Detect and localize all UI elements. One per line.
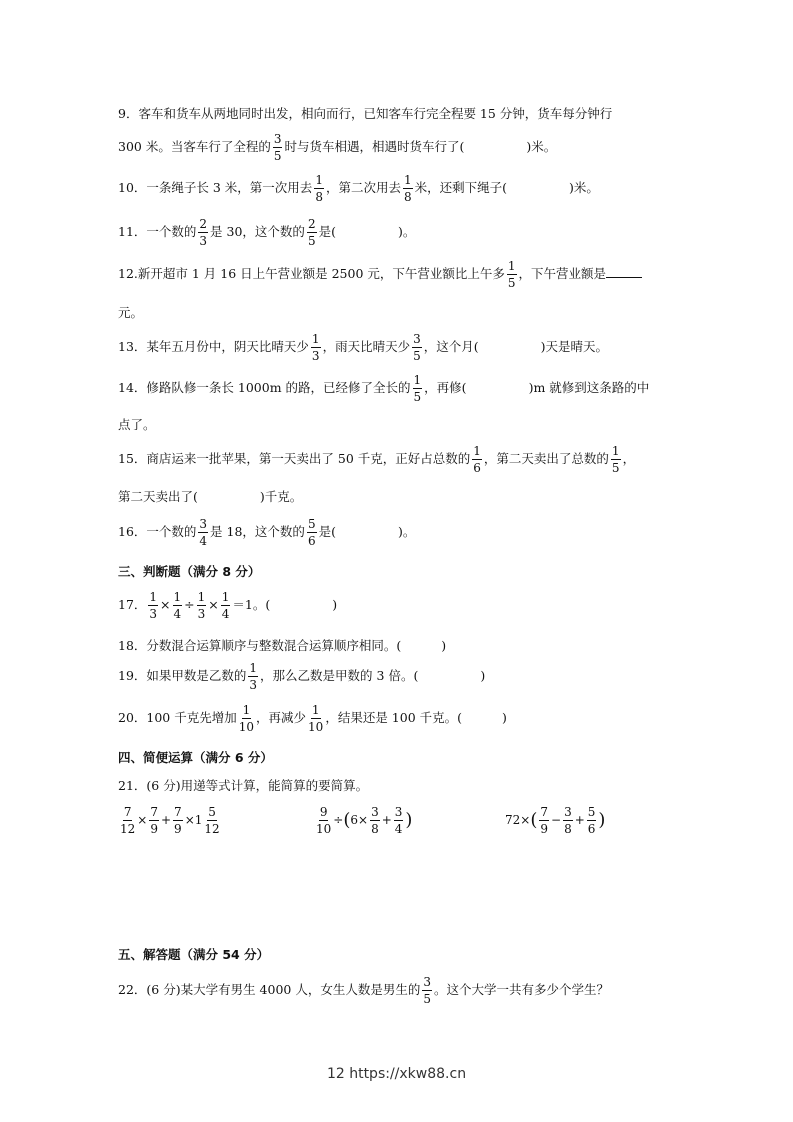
fraction: $\frac{5}{6}$ [587, 805, 596, 836]
fraction: $\frac{5}{6}$ [307, 517, 316, 548]
fraction: $\frac{1}{3}$ [149, 590, 158, 621]
fraction: $\frac{3}{4}$ [199, 517, 208, 548]
fraction: $\frac{1}{4}$ [221, 590, 230, 621]
fraction: $\frac{7}{12}$ [120, 805, 136, 836]
fraction: $\frac{1}{5}$ [611, 444, 620, 475]
fraction: $\frac{1}{3}$ [249, 661, 258, 692]
page-footer: 12 https://xkw88.cn [326, 1066, 467, 1082]
section-3-heading: 三、判断题（满分 8 分） [118, 564, 261, 579]
fraction: $\frac{3}{5}$ [423, 975, 431, 1006]
question-12-line-1: 12.新开超市 1 月 16 日上午营业额是 2500 元，下午营业额比上午多 $\frac{1}{5}$ ，下午营业额是 [118, 260, 675, 289]
question-14-line-2: 点了。 [118, 417, 156, 432]
expression-1: $\frac{7}{12}$ × $\frac{7}{9}$ + $\frac{7}{9}$ ×1 $\frac{5}{12}$ [120, 805, 220, 836]
question-9-line-2: 300 米。当客车行了全程的 $\frac{3}{5}$ 时与货车相遇，相遇时货车行了( )米。 [118, 132, 557, 163]
question-13: 13．某年五月份中，阴天比晴天少 $\frac{1}{3}$ ，雨天比晴天少 $\frac{3}{5}$ ，这个月( )天是晴天。 [118, 332, 608, 363]
section-5-heading: 五、解答题（满分 54 分） [118, 947, 270, 962]
fraction: $\frac{1}{5}$ [413, 373, 422, 404]
fraction: $\frac{9}{10}$ [316, 805, 332, 836]
fraction: $\frac{7}{9}$ [540, 805, 548, 836]
question-9-line-1: 9．客车和货车从两地同时出发，相向而行，已知客车行完全程要 15 分钟，货车每分钟行 [118, 106, 613, 121]
fraction: $\frac{3}{8}$ [564, 805, 572, 836]
question-20: 20．100 千克先增加 $\frac{1}{10}$ ，再减少 $\frac{1}{10}$ ，结果还是 100 千克。( ) [118, 703, 507, 734]
fraction: $\frac{2}{5}$ [307, 217, 316, 248]
question-18: 18．分数混合运算顺序与整数混合运算顺序相同。( ) [118, 638, 447, 653]
question-17: 17． $\frac{1}{3}$ × $\frac{1}{4}$ ÷ $\frac{1}{3}$ × $\frac{1}{4}$ ＝1。( ) [118, 590, 338, 621]
question-11: 11．一个数的 $\frac{2}{3}$ 是 30，这个数的 $\frac{2}{5}$ 是( )。 [118, 217, 416, 248]
question-22: 22．(6 分)某大学有男生 4000 人，女生人数是男生的 $\frac{3}{5}$ 。这个大学一共有多少个学生？ [118, 975, 610, 1006]
fraction: $\frac{1}{6}$ [473, 444, 481, 475]
fraction: $\frac{2}{3}$ [199, 217, 208, 248]
expression-3: 72×( $\frac{7}{9}$ − $\frac{3}{8}$ + $\frac{5}{6}$ ) [505, 805, 606, 836]
question-21: 21．(6 分)用递等式计算，能简算的要简算。 [118, 778, 369, 793]
fraction: $\frac{1}{8}$ [315, 173, 323, 204]
fraction: $\frac{3}{8}$ [371, 805, 379, 836]
fraction: $\frac{1}{3}$ [311, 332, 320, 363]
fraction: $\frac{1}{3}$ [197, 590, 206, 621]
fraction: $\frac{5}{12}$ [204, 805, 220, 836]
question-19: 19．如果甲数是乙数的 $\frac{1}{3}$ ，那么乙数是甲数的 3 倍。( ) [118, 661, 486, 692]
fraction: $\frac{3}{4}$ [394, 805, 403, 836]
fraction: $\frac{7}{9}$ [174, 805, 182, 836]
question-16: 16．一个数的 $\frac{3}{4}$ 是 18，这个数的 $\frac{5}{6}$ 是( )。 [118, 517, 416, 548]
fraction: $\frac{7}{9}$ [150, 805, 158, 836]
question-10: 10．一条绳子长 3 米，第一次用去 $\frac{1}{8}$ ，第二次用去 $\frac{1}{8}$ 米，还剩下绳子( )米。 [118, 173, 599, 204]
fraction: $\frac{1}{10}$ [238, 703, 255, 734]
fraction: $\frac{1}{4}$ [173, 590, 182, 621]
question-15-line-1: 15．商店运来一批苹果，第一天卖出了 50 千克，正好占总数的 $\frac{1}{6}$ ，第二天卖出了总数的 $\frac{1}{5}$ ， [118, 444, 636, 475]
question-14-line-1: 14．修路队修一条长 1000m 的路，已经修了全长的 $\frac{1}{5}$ ，再修( )m 就修到这条路的中 [118, 373, 650, 404]
section-4-heading: 四、简便运算（满分 6 分） [118, 750, 273, 765]
answer-blank [606, 265, 642, 278]
fraction: $\frac{3}{5}$ [413, 332, 421, 363]
expression-2: $\frac{9}{10}$ ÷(6× $\frac{3}{8}$ + $\frac{3}{4}$ ) [316, 805, 413, 836]
fraction: $\frac{1}{8}$ [403, 173, 412, 204]
question-15-line-2: 第二天卖出了( )千克。 [118, 489, 303, 504]
question-12-line-2: 元。 [118, 305, 144, 320]
fraction: $\frac{1}{10}$ [308, 703, 324, 734]
fraction: $\frac{3}{5}$ [273, 132, 282, 163]
fraction: $\frac{1}{5}$ [507, 259, 516, 290]
